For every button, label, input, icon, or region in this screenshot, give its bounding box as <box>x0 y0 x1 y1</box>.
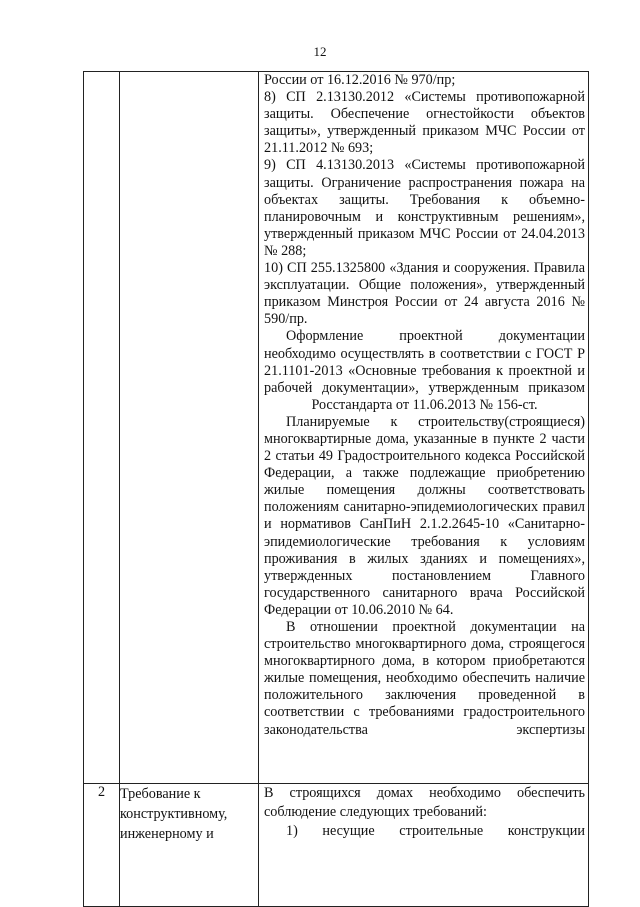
paragraph: Планируемые к строительству(строящиеся) многоквартирные дома, указанные в пункте 2 части 2 статьи 49 Градостроительного кодекса Российской Федерации, а также подлежащие приобретению жилые помещения должны соответствовать положениям санитарно-эпидемиологических правил и нормативов СанПиН 2.1.2.2645-10 «Санитарно-эпидемиологические требования к условиям проживания в жилых зданиях и помещениях», утвержденных постановлением Главного государственного санитарного врача Российской Федерации от 10.06.2010 № 64. <box>264 413 585 618</box>
row-title-cell <box>120 72 259 784</box>
page-number: 12 <box>313 44 327 59</box>
row-content-text <box>259 784 588 841</box>
paragraph: В строящихся домах необходимо обеспечить соблюдение следующих требований: <box>264 785 585 820</box>
row-content-cell <box>259 72 589 784</box>
paragraph: В отношении проектной документации на строительство многоквартирного дома, строящегося многоквартирного дома, в котором приобретаются жилые помещения, необходимо обеспечить наличие положительного заключения проведенной в соответствии с требованиями градостроительного законодательства экспертизы <box>264 619 585 738</box>
paragraph: 1) несущие строительные конструкции <box>286 823 585 839</box>
paragraph: 10) СП 255.1325800 «Здания и сооружения. Правила эксплуатации. Общие положения», утвержденный приказом Минстроя России от 24 августа 2016 № 590/пр. <box>264 260 585 328</box>
row-content-text <box>259 72 588 739</box>
table-row <box>84 784 589 907</box>
row-number-cell: 2 <box>84 784 120 907</box>
row-content-cell <box>259 784 589 907</box>
paragraph: Оформление проектной документации необходимо осуществлять в соответствии с ГОСТ Р 21.1101-2013 «Основные требования к проектной и рабочей документации», утвержденным приказом Росстандарта от 11.06.2013 № 156-ст. <box>264 328 585 413</box>
row-number-cell <box>84 72 120 784</box>
paragraph: России от 16.12.2016 № 970/пр; <box>264 72 456 88</box>
paragraph: 9) СП 4.13130.2013 «Системы противопожарной защиты. Ограничение распространения пожара на объектах защиты. Требования к объемно-планировочным и конструктивным решениям», утвержденный приказом МЧС России от 24.04.2013 № 288; <box>264 157 585 259</box>
paragraph: 8) СП 2.13130.2012 «Системы противопожарной защиты. Обеспечение огнестойкости объектов защиты», утвержденный приказом МЧС России от 21.11.2012 № 693; <box>264 89 585 157</box>
table-row <box>84 72 589 784</box>
requirements-table <box>83 71 589 907</box>
row-title-cell: Требование к конструктивному, инженерному и <box>120 784 259 907</box>
